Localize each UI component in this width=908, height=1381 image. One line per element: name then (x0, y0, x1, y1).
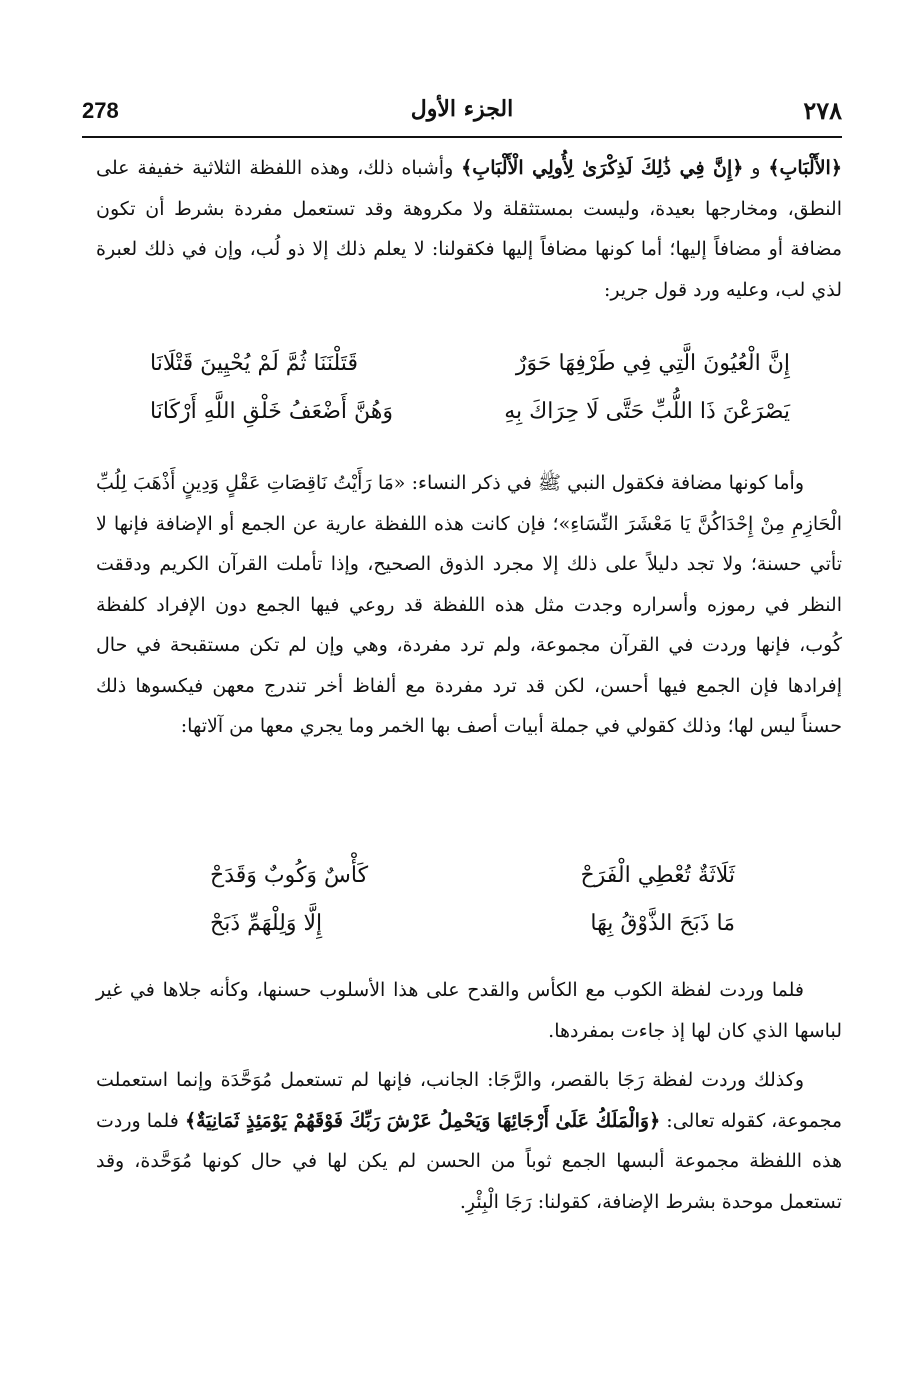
verse-second-hemistich: وَهُنَّ أَضْعَفُ خَلْقِ اللَّهِ أَرْكَانَا (150, 399, 393, 424)
verse-second-hemistich: كَأْسٌ وَكُوبٌ وَقَدَحْ (210, 863, 369, 888)
paragraph-3: فلما وردت لفظة الكوب مع الكأس والقدح على هذا الأسلوب حسنها، وكأنه جلاها في غير لباسها الذي كان لها إذ جاءت بمفردها. (96, 979, 842, 1042)
verse-second-hemistich: إِلَّا وَلِلْهَمِّ ذَبَحْ (210, 911, 323, 936)
poetry-block-wine (190, 852, 735, 948)
paragraph-4 (96, 1060, 842, 1222)
paragraph-2: وأما كونها مضافة فكقول النبي ﷺ في ذكر النساء: «مَا رَأَيْتُ نَاقِصَاتِ عَقْلٍ وَدِينٍ أَذْهَبَ لِلُبِّ الْحَازِمِ مِنْ إِحْدَاكُنَّ يَا مَعْشَرَ النِّسَاءِ»؛ فإن كانت هذه اللفظة عارية عن الجمع أو الإضافة فإنها لا تأتي حسنة؛ ولا تجد دليلاً على ذلك إلا مجرد الذوق الصحيح، وإذا تأملت القرآن الكريم ودققت النظر في رموزه وأسراره وجدت مثل هذه اللفظة قد روعي فيها الجمع دون الإفراد كلفظة كُوب، فإنها وردت في القرآن مجموعة، ولم ترد مفردة، وهي وإن لم تكن مستقبحة في حال إفرادها فإن الجمع فيها أحسن، لكن قد ترد مفردة مع ألفاظ أخر تندرج معهن فيكسوها ذلك حسناً ليس لها؛ وذلك كقولي في جملة أبيات أصف بها الخمر وما يجري معها من آلاتها: (96, 472, 843, 737)
verse-first-hemistich: إِنَّ الْعُيُونَ الَّتِي فِي طَرْفِهَا حَوَرٌ (515, 351, 790, 376)
poetry-block-jarir (110, 340, 790, 436)
page-number-latin: 278 (82, 98, 119, 123)
page-header (82, 96, 842, 138)
running-title: الجزء الأول (410, 96, 514, 122)
paragraph-1 (96, 148, 842, 310)
verse-line (190, 852, 735, 900)
quran-quote: ﴿الأَلْبَابِ﴾ (768, 157, 842, 179)
paragraph-text: وأشباه ذلك، وهذه اللفظة الثلاثية خفيفة على النطق، ومخارجها بعيدة، وليست بمستثقلة ولا مكروهة وقد تستعمل مفردة بشرط أن تكون مضافة أو مضافاً إليها؛ أما كونها مضافاً إليها فكقولنا: لا يعلم ذلك إلا ذو لُب، وإن في ذلك لعبرة لذي لب، وعليه ورد قول جرير: (96, 157, 842, 301)
connector-text: و (743, 157, 769, 179)
verse-line (190, 900, 735, 948)
verse-line (110, 388, 790, 436)
paragraph-text: فلما وردت هذه اللفظة مجموعة ألبسها الجمع ثوباً من الحسن لم يكن لها في حال كونها مُوَحَّدة، وقد تستعمل موحدة بشرط الإضافة، كقولنا: رَجَا الْبِئْرِ. (96, 1109, 842, 1213)
verse-first-hemistich: مَا ذَبَحَ الذَّوْقُ بِهَا (590, 911, 735, 936)
page-number-arabic: ٢٧٨ (803, 96, 842, 125)
paragraph-text: وكذلك وردت لفظة رَجَا بالقصر، والرَّجَا: الجانب، فإنها لم تستعمل مُوَحَّدَة وإنما استعملت مجموعة، كقوله تعالى: (96, 1069, 843, 1132)
verse-first-hemistich: يَصْرَعْنَ ذَا اللُّبِّ حَتَّى لَا حِرَاكَ بِهِ (504, 399, 790, 424)
verse-first-hemistich: ثَلَاثَةٌ تُعْطِي الْفَرَحْ (580, 863, 735, 888)
verse-second-hemistich: قَتَلْنَنَا ثُمَّ لَمْ يُحْيِينَ قَتْلَانَا (150, 351, 358, 376)
quran-quote: ﴿إِنَّ فِي ذَٰلِكَ لَذِكْرَىٰ لِأُولِي الْأَلْبَابِ﴾ (461, 157, 744, 179)
verse-line (110, 340, 790, 388)
quran-quote: ﴿وَالْمَلَكُ عَلَىٰ أَرْجَائِهَا وَيَحْمِلُ عَرْشَ رَبِّكَ فَوْقَهُمْ يَوْمَئِذٍ ثَمَانِيَةٌ﴾ (184, 1109, 661, 1132)
